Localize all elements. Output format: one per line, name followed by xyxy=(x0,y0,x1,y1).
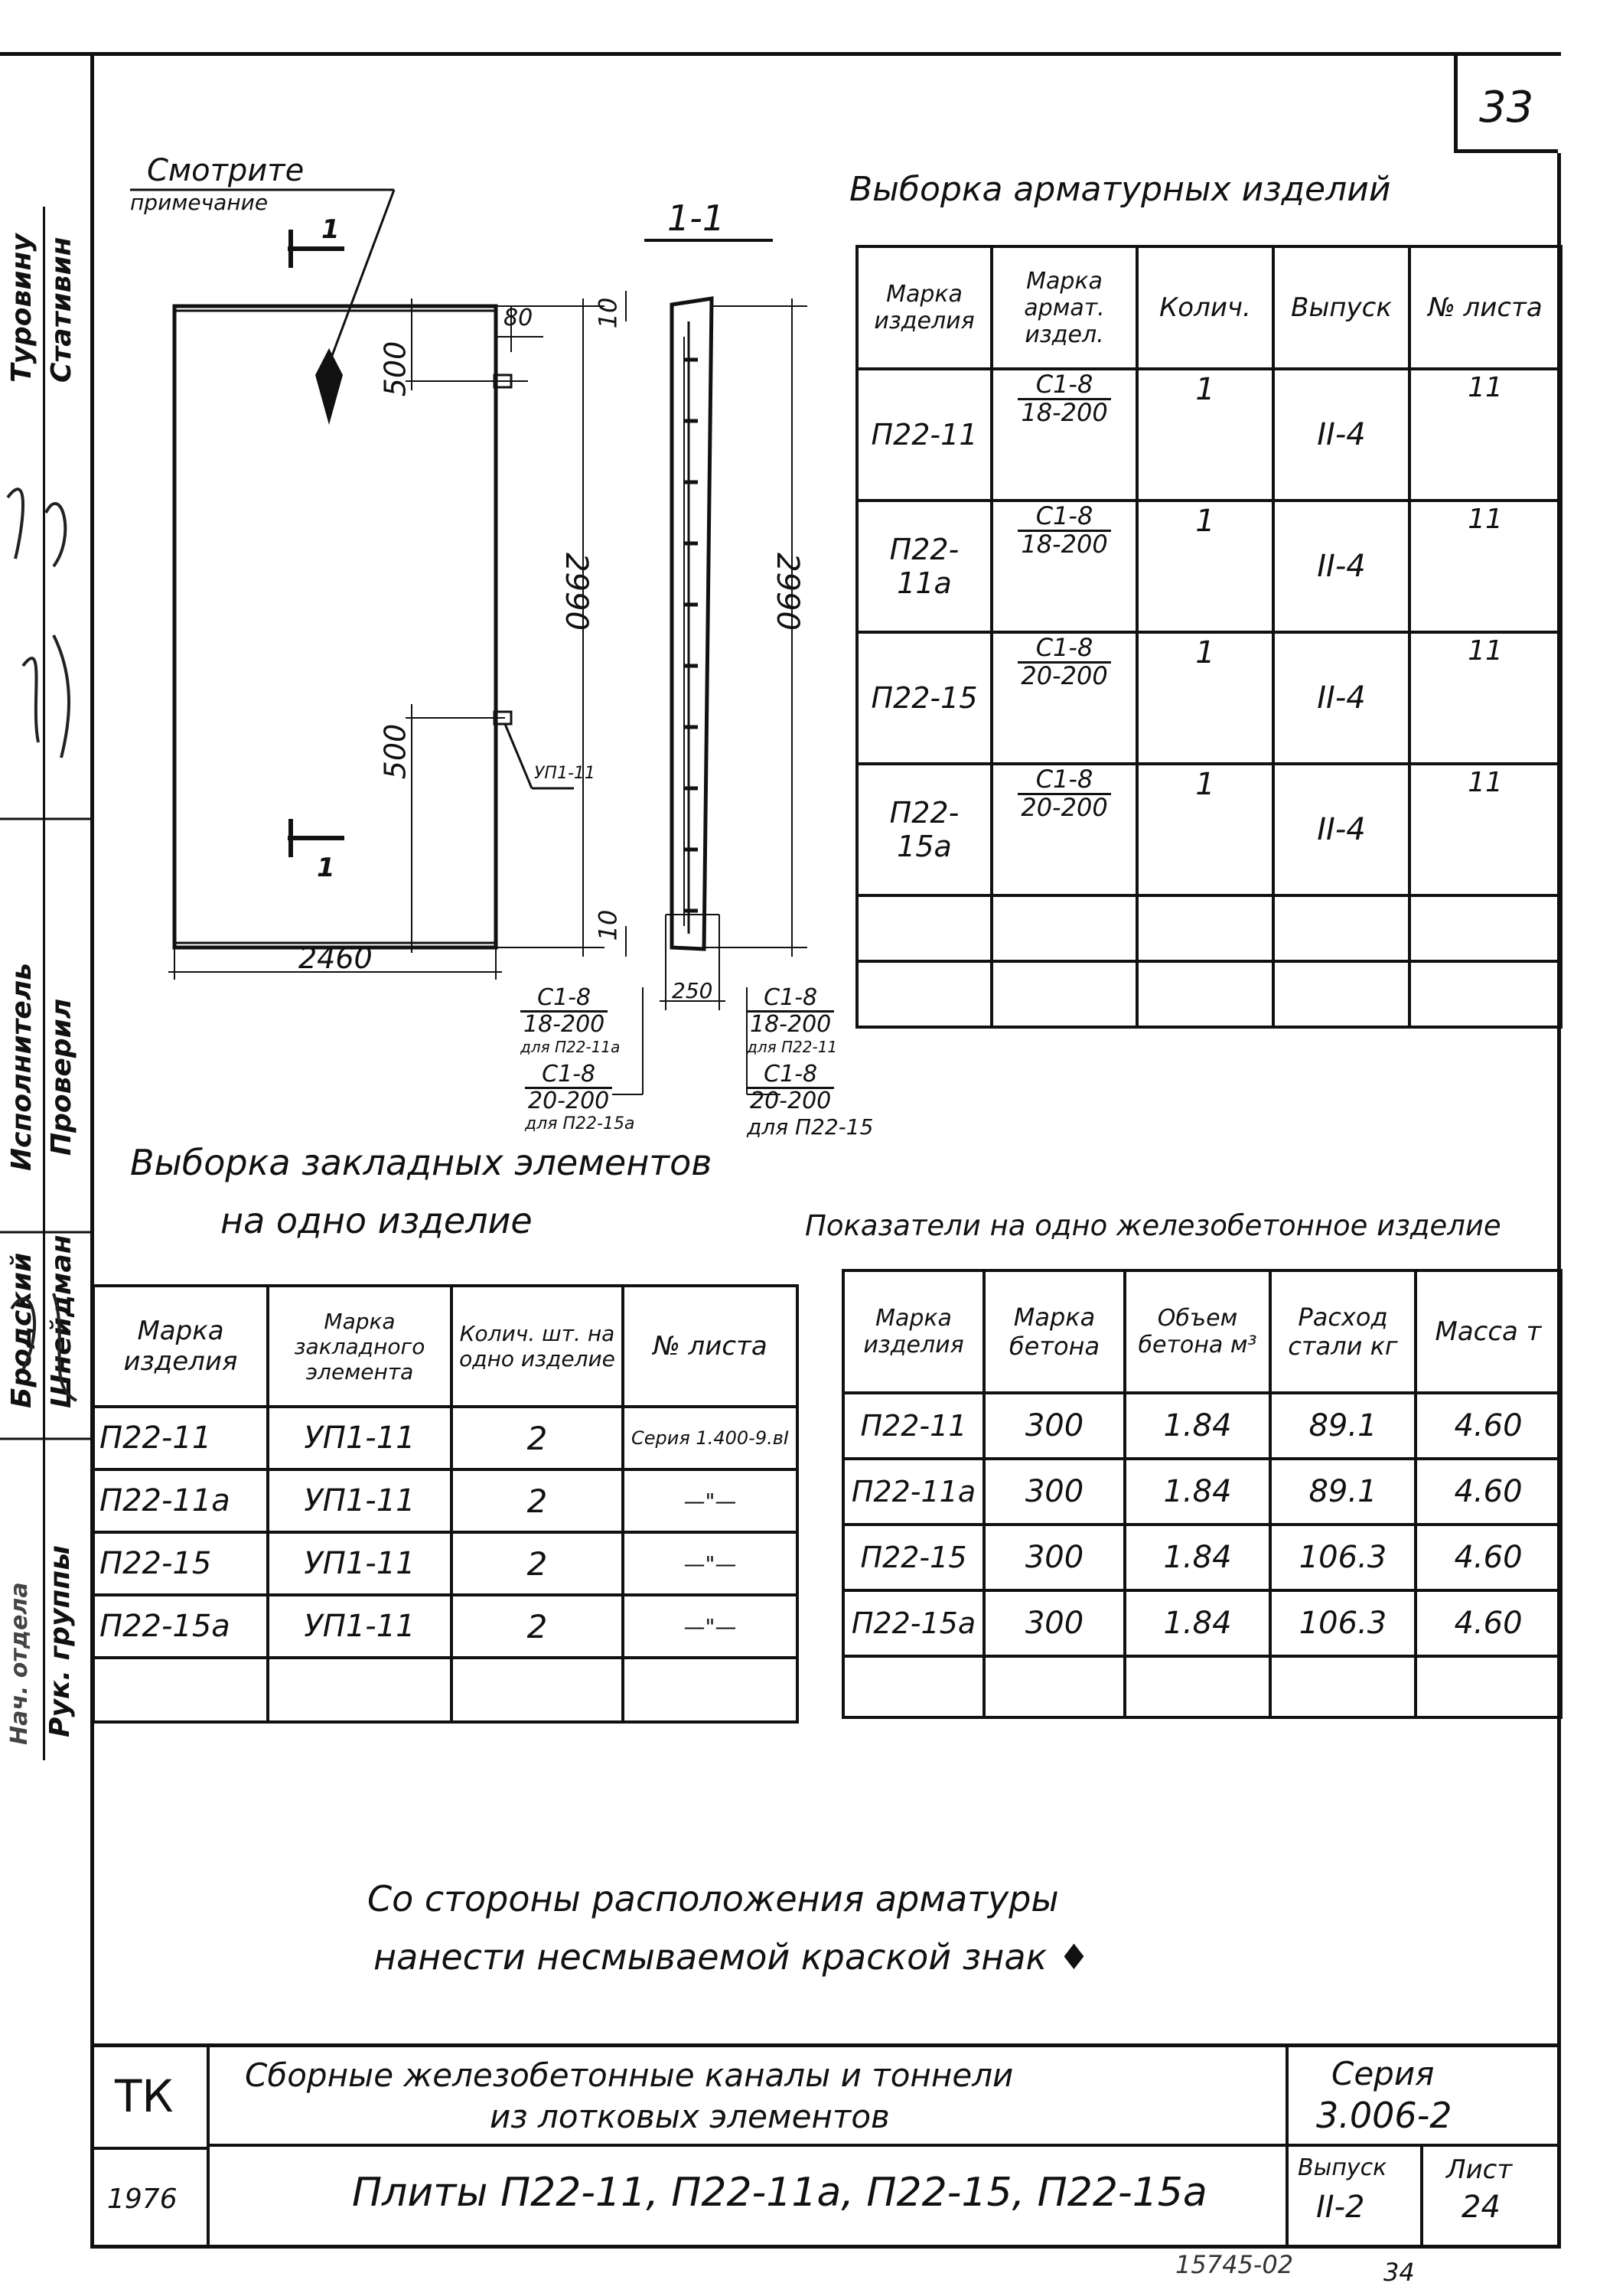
callout-2-note: для П22-11 xyxy=(747,1037,838,1056)
embed-table-title-2: на одно изделие xyxy=(220,1200,533,1241)
rebar-cell-qty: 1 xyxy=(1137,501,1273,632)
callout-3-den: 20-200 xyxy=(528,1087,610,1114)
embed-cell-qty: 2 xyxy=(451,1407,623,1469)
dim-250: 250 xyxy=(672,978,713,1003)
dim-2990-right: 2990 xyxy=(769,553,805,631)
dim-500-top: 500 xyxy=(378,341,412,397)
embed-cell-sheet: —"— xyxy=(623,1469,797,1532)
ind-cell-mass: 4.60 xyxy=(1416,1459,1561,1525)
frame-top-line xyxy=(0,52,1561,56)
rebar-cell-qty: 1 xyxy=(1137,632,1273,764)
rebar-cell-issue: II-4 xyxy=(1273,501,1409,632)
embed-cell-qty: 2 xyxy=(451,1532,623,1595)
plate-drawing xyxy=(115,145,880,1125)
rebar-cell-armmark xyxy=(992,632,1137,764)
callout-2-num: C1-8 xyxy=(747,986,834,1013)
tb-org: ТК xyxy=(115,2070,174,2122)
ind-cell-grade: 300 xyxy=(984,1590,1125,1656)
table-row xyxy=(843,1590,1561,1656)
bottom-page: 34 xyxy=(1383,2258,1415,2287)
note-line-1: Со стороны расположения арматуры xyxy=(367,1878,1059,1919)
rebar-cell-sheet: 11 xyxy=(1409,764,1561,895)
drawing-area xyxy=(115,145,880,1140)
tb-title-2: из лотковых элементов xyxy=(490,2098,890,2135)
rebar-cell-qty: 1 xyxy=(1137,764,1273,895)
table-row xyxy=(857,501,1561,632)
indicator-table-header xyxy=(843,1270,1561,1393)
rebar-cell-armmark xyxy=(992,501,1137,632)
tb-sheet-value: 24 xyxy=(1462,2190,1501,2225)
ind-cell-mark: П22-11а xyxy=(843,1459,984,1525)
ind-cell-mass: 4.60 xyxy=(1416,1590,1561,1656)
note-line-2: нанести несмываемой краской знак ♦ xyxy=(373,1936,1090,1978)
embed-th-elem: Марка закладного элемента xyxy=(268,1286,451,1407)
ind-th-grade: Марка бетона xyxy=(984,1270,1125,1393)
note-ref-sub: примечание xyxy=(130,190,269,215)
rebar-table-title: Выборка арматурных изделий xyxy=(849,170,1391,209)
section-label: 1-1 xyxy=(667,197,725,239)
ind-cell-grade: 300 xyxy=(984,1393,1125,1459)
rebar-cell-num: C1-8 xyxy=(1018,767,1110,795)
dim-10-top: 10 xyxy=(593,297,623,329)
rebar-cell-issue: II-4 xyxy=(1273,632,1409,764)
callout-4-note: для П22-15 xyxy=(747,1114,874,1140)
rebar-ticks xyxy=(684,360,698,911)
indicator-table xyxy=(842,1269,1563,1719)
stamp-label-proveril: Проверил xyxy=(46,998,77,1156)
ind-cell-steel: 89.1 xyxy=(1270,1393,1416,1459)
ind-cell-vol: 1.84 xyxy=(1125,1525,1270,1590)
title-block xyxy=(92,2043,1559,2247)
table-row xyxy=(857,632,1561,764)
ind-th-vol: Объем бетона м³ xyxy=(1125,1270,1270,1393)
embed-cell-sheet: Серия 1.400-9.вI xyxy=(623,1407,797,1469)
ind-cell-grade: 300 xyxy=(984,1459,1125,1525)
embed-cell-mark: П22-11а xyxy=(93,1469,268,1532)
tb-v1 xyxy=(207,2047,210,2248)
rebar-cell-armmark xyxy=(992,369,1137,501)
embed-cell-qty: 2 xyxy=(451,1595,623,1658)
tb-issue-value: II-2 xyxy=(1316,2190,1365,2225)
rebar-th-issue: Выпуск xyxy=(1273,246,1409,369)
dim-500-bottom: 500 xyxy=(378,723,412,780)
embed-cell-mark: П22-15а xyxy=(93,1595,268,1658)
rebar-table xyxy=(855,245,1563,1029)
section-mark-bottom: 1 xyxy=(317,853,335,883)
ind-cell-vol: 1.84 xyxy=(1125,1459,1270,1525)
rebar-cell-den: 18-200 xyxy=(1021,529,1108,559)
rebar-th-mark: Марка изделия xyxy=(857,246,992,369)
tb-v2 xyxy=(1286,2047,1289,2248)
ind-th-steel: Расход стали кг xyxy=(1270,1270,1416,1393)
callout-1 xyxy=(520,986,620,1056)
rebar-cell-mark: П22-11 xyxy=(857,369,992,501)
stamp-label-ispolnitel: Исполнитель xyxy=(6,963,37,1171)
rebar-cell-issue: II-4 xyxy=(1273,764,1409,895)
frame-left-line xyxy=(90,52,94,2249)
rebar-cell-num: C1-8 xyxy=(1018,504,1110,532)
rebar-cell-qty: 1 xyxy=(1137,369,1273,501)
tb-series-label: Серия xyxy=(1331,2055,1435,2092)
callout-1-num: C1-8 xyxy=(520,986,608,1013)
indicator-table-title: Показатели на одно железобетонное изделие xyxy=(805,1209,1501,1242)
ind-cell-steel: 106.3 xyxy=(1270,1525,1416,1590)
rebar-cell-armmark xyxy=(992,764,1137,895)
ind-cell-vol: 1.84 xyxy=(1125,1393,1270,1459)
rebar-table-header xyxy=(857,246,1561,369)
tb-issue-label: Выпуск xyxy=(1298,2154,1387,2181)
embed-th-mark: Марка изделия xyxy=(93,1286,268,1407)
table-row xyxy=(857,961,1561,1027)
rebar-cell-mark: П22-11а xyxy=(857,501,992,632)
stamp-label-shneidman: Шнейдман xyxy=(46,1234,77,1408)
table-row xyxy=(93,1595,797,1658)
stamp-label-brodsky: Бродский xyxy=(6,1252,37,1408)
callout-4 xyxy=(747,1062,873,1140)
ind-cell-mark: П22-11 xyxy=(843,1393,984,1459)
rebar-cell-mark: П22-15 xyxy=(857,632,992,764)
ind-cell-mass: 4.60 xyxy=(1416,1525,1561,1590)
tb-v3 xyxy=(1420,2147,1423,2248)
stamp-label-ruk: Рук. группы xyxy=(44,1545,76,1737)
ind-th-mass: Масса т xyxy=(1416,1270,1561,1393)
callout-3-num: C1-8 xyxy=(525,1062,612,1089)
tb-series-value: 3.006-2 xyxy=(1316,2095,1452,2136)
callout-3 xyxy=(525,1062,634,1133)
table-row xyxy=(93,1407,797,1469)
callout-3-note: для П22-15а xyxy=(525,1114,635,1133)
embed-table-title-1: Выборка закладных элементов xyxy=(130,1142,712,1183)
rebar-th-qty: Колич. xyxy=(1137,246,1273,369)
tb-title-1: Сборные железобетонные каналы и тоннели xyxy=(245,2056,1014,2094)
section-mark-top: 1 xyxy=(321,214,340,245)
embed-cell-qty: 2 xyxy=(451,1469,623,1532)
stamp-label-stativin: Стативин xyxy=(46,236,77,383)
embed-table-header xyxy=(93,1286,797,1407)
table-row xyxy=(843,1459,1561,1525)
tb-sheet-label: Лист xyxy=(1446,2154,1513,2185)
table-row xyxy=(857,369,1561,501)
table-row xyxy=(843,1393,1561,1459)
embed-cell-elem: УП1-11 xyxy=(268,1469,451,1532)
dim-2460: 2460 xyxy=(298,941,373,975)
table-row xyxy=(93,1658,797,1722)
table-row xyxy=(857,895,1561,961)
ind-cell-steel: 106.3 xyxy=(1270,1590,1416,1656)
ind-cell-mark: П22-15 xyxy=(843,1525,984,1590)
embed-th-sheet: № листа xyxy=(623,1286,797,1407)
rebar-cell-den: 20-200 xyxy=(1021,792,1108,822)
note-ref-title: Смотрите xyxy=(147,153,305,188)
rebar-th-armmark: Марка армат. издел. xyxy=(992,246,1137,369)
rebar-cell-den: 20-200 xyxy=(1021,660,1108,690)
table-row xyxy=(843,1525,1561,1590)
rebar-cell-issue: II-4 xyxy=(1273,369,1409,501)
rebar-cell-sheet: 11 xyxy=(1409,632,1561,764)
rebar-cell-num: C1-8 xyxy=(1018,372,1110,400)
embed-label: УП1-11 xyxy=(534,764,595,783)
stamp-label-turovin: Туровину xyxy=(6,233,37,383)
ind-cell-vol: 1.84 xyxy=(1125,1590,1270,1656)
table-row xyxy=(93,1469,797,1532)
bottom-code: 15745-02 xyxy=(1175,2250,1294,2279)
table-row xyxy=(93,1532,797,1595)
page-number-box xyxy=(1454,52,1558,153)
ind-cell-grade: 300 xyxy=(984,1525,1125,1590)
rebar-cell-mark: П22-15а xyxy=(857,764,992,895)
tb-year: 1976 xyxy=(107,2183,178,2215)
ind-cell-mark: П22-15а xyxy=(843,1590,984,1656)
embed-table xyxy=(92,1284,799,1724)
dim-10-bottom: 10 xyxy=(593,909,623,941)
rebar-cell-num: C1-8 xyxy=(1018,635,1110,664)
table-row xyxy=(843,1656,1561,1717)
callout-1-note: для П22-11а xyxy=(520,1037,621,1056)
callout-4-den: 20-200 xyxy=(750,1087,832,1114)
callout-1-den: 18-200 xyxy=(523,1010,605,1038)
diamond-sign xyxy=(315,348,343,425)
tb-h3 xyxy=(1289,2144,1559,2147)
ind-cell-steel: 89.1 xyxy=(1270,1459,1416,1525)
dim-80: 80 xyxy=(503,305,533,331)
tb-h2 xyxy=(210,2144,1286,2147)
rebar-cell-den: 18-200 xyxy=(1021,397,1108,427)
callout-2-den: 18-200 xyxy=(750,1010,832,1038)
tb-subtitle: Плиты П22-11, П22-11а, П22-15, П22-15а xyxy=(352,2170,1207,2216)
callout-2 xyxy=(747,986,837,1056)
embed-cell-elem: УП1-11 xyxy=(268,1595,451,1658)
embed-cell-sheet: —"— xyxy=(623,1595,797,1658)
stamp-label-nach: Нач. отдела xyxy=(6,1582,33,1745)
dim-2990-left: 2990 xyxy=(558,553,594,631)
embed-cell-sheet: —"— xyxy=(623,1532,797,1595)
stamp-signatures xyxy=(0,207,90,1760)
rebar-th-sheet: № листа xyxy=(1409,246,1561,369)
rebar-cell-sheet: 11 xyxy=(1409,501,1561,632)
side-stamp xyxy=(0,207,90,1760)
rebar-cell-sheet: 11 xyxy=(1409,369,1561,501)
callout-4-num: C1-8 xyxy=(747,1062,834,1089)
embed-cell-mark: П22-11 xyxy=(93,1407,268,1469)
ind-th-mark: Марка изделия xyxy=(843,1270,984,1393)
embed-cell-mark: П22-15 xyxy=(93,1532,268,1595)
embed-cell-elem: УП1-11 xyxy=(268,1407,451,1469)
page-number: 33 xyxy=(1479,83,1534,132)
tb-h1 xyxy=(92,2147,207,2150)
table-row xyxy=(857,764,1561,895)
embed-cell-elem: УП1-11 xyxy=(268,1532,451,1595)
embed-th-qty: Колич. шт. на одно изделие xyxy=(451,1286,623,1407)
ind-cell-mass: 4.60 xyxy=(1416,1393,1561,1459)
